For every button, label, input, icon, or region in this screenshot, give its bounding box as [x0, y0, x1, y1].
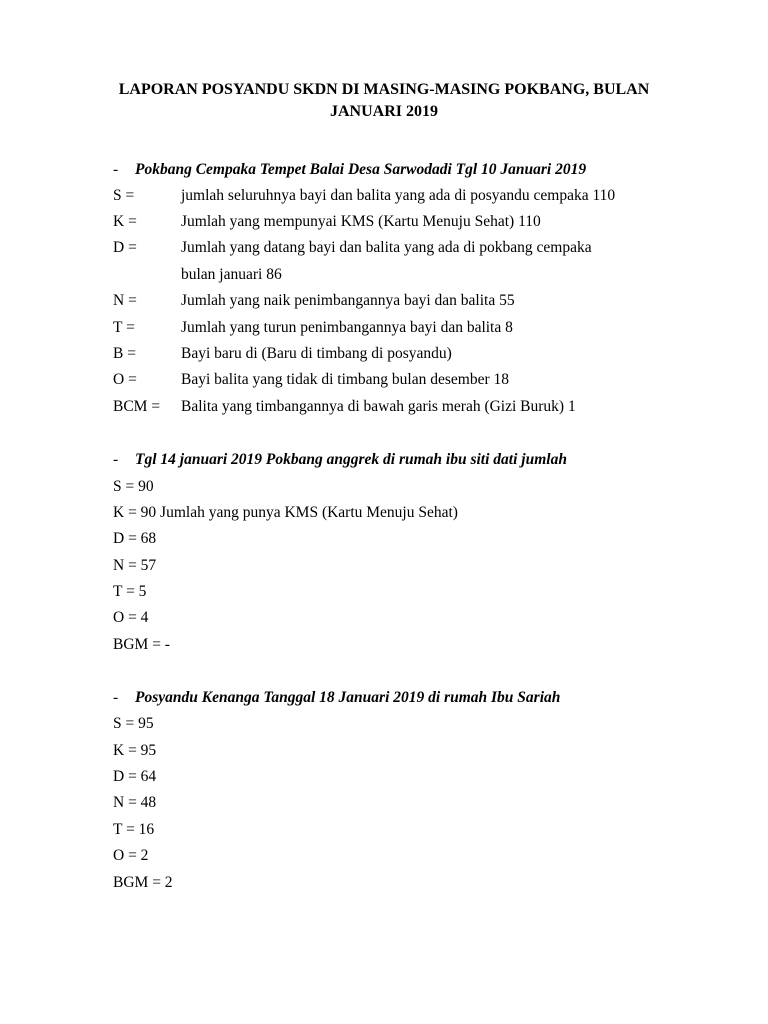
row-label: K = [113, 213, 137, 230]
section-2-line-k: K = 90 Jumlah yang punya KMS (Kartu Menuju Sehat) [113, 504, 458, 521]
row-desc: Jumlah yang mempunyai KMS (Kartu Menuju Sehat) 110 [181, 213, 541, 230]
section-1-row-o [113, 370, 509, 390]
row-desc: Jumlah yang naik penimbangannya bayi dan balita 55 [181, 292, 515, 309]
row-desc: Jumlah yang datang bayi dan balita yang ada di pokbang cempaka [181, 239, 592, 256]
section-3-line-t: T = 16 [113, 821, 155, 838]
row-label: N = [113, 292, 137, 309]
section-2-line-n: N = 57 [113, 557, 157, 574]
row-desc: Jumlah yang turun penimbangannya bayi dan balita 8 [181, 319, 513, 336]
section-3-line-n: N = 48 [113, 794, 157, 811]
section-3-line-k: K = 95 [113, 742, 157, 759]
section-2-line-o: O = 4 [113, 609, 149, 626]
row-label: D = [113, 239, 137, 256]
row-label: BCM = [113, 398, 161, 415]
section-1-row-bcm [113, 397, 576, 417]
bullet-dash: - [113, 689, 119, 706]
section-3-line-o: O = 2 [113, 847, 149, 864]
section-3-heading-text: Posyandu Kenanga Tanggal 18 Januari 2019 di rumah Ibu Sariah [135, 689, 561, 706]
report-title-line-2: JANUARI 2019 [330, 103, 438, 120]
section-1-row-b [113, 344, 452, 364]
section-1-row-n [113, 291, 515, 311]
section-2-heading-text: Tgl 14 januari 2019 Pokbang anggrek di rumah ibu siti dati jumlah [135, 451, 567, 468]
section-2-line-bgm: BGM = - [113, 636, 170, 653]
row-desc: Balita yang timbangannya di bawah garis merah (Gizi Buruk) 1 [181, 398, 576, 415]
row-label: O = [113, 371, 137, 388]
section-1-heading [113, 160, 586, 180]
section-3-line-s: S = 95 [113, 715, 154, 732]
row-desc: Bayi baru di (Baru di timbang di posyandu) [181, 345, 452, 362]
section-1-heading-text: Pokbang Cempaka Tempet Balai Desa Sarwodadi Tgl 10 Januari 2019 [135, 161, 587, 178]
row-label: B = [113, 345, 136, 362]
row-label: S = [113, 187, 135, 204]
row-desc: jumlah seluruhnya bayi dan balita yang ada di posyandu cempaka 110 [181, 187, 616, 204]
section-2-line-t: T = 5 [113, 583, 147, 600]
section-1-row-s [113, 186, 615, 206]
section-1-row-d-continued: bulan januari 86 [181, 266, 282, 283]
bullet-dash: - [113, 161, 119, 178]
section-2-line-s: S = 90 [113, 478, 154, 495]
section-3-heading [113, 688, 560, 708]
section-1-row-t [113, 318, 513, 338]
section-3-line-d: D = 64 [113, 768, 157, 785]
section-1-row-k [113, 212, 541, 232]
section-2-heading [113, 450, 567, 470]
bullet-dash: - [113, 451, 119, 468]
section-3-line-bgm: BGM = 2 [113, 874, 173, 891]
row-label: T = [113, 319, 135, 336]
row-desc: Bayi balita yang tidak di timbang bulan desember 18 [181, 371, 510, 388]
section-2-line-d: D = 68 [113, 530, 157, 547]
section-1-row-d [113, 238, 592, 258]
report-title-line-1: LAPORAN POSYANDU SKDN DI MASING-MASING POKBANG, BULAN [118, 81, 650, 98]
